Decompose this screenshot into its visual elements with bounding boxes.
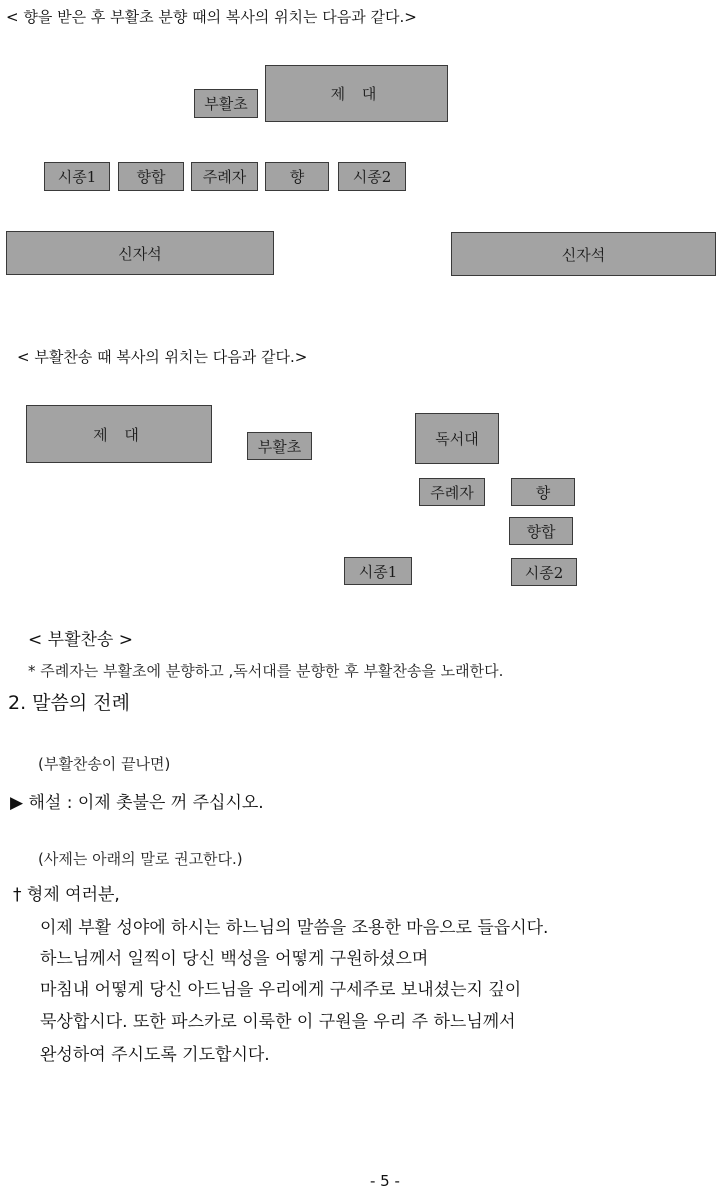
lectern-box: 독서대	[415, 413, 499, 464]
celebrant-box: 주례자	[419, 478, 485, 506]
exhortation-line: 묵상합시다. 또한 파스카로 이룩한 이 구원을 우리 주 하느님께서	[40, 1012, 516, 1032]
incense-boat-box: 향합	[118, 162, 184, 191]
congregation-seat-left-box: 신자석	[6, 231, 274, 275]
server2-box: 시종2	[511, 558, 577, 586]
section2-caption: < 부활찬송 때 복사의 위치는 다음과 같다.>	[17, 348, 308, 366]
section-heading: 2. 말씀의 전례	[8, 692, 130, 714]
paschal-candle-box: 부활초	[247, 432, 312, 460]
incense-box: 향	[511, 478, 575, 506]
server2-box: 시종2	[338, 162, 406, 191]
incense-boat-box: 향합	[509, 517, 573, 545]
altar-box: 제 대	[265, 65, 448, 122]
server1-box: 시종1	[344, 557, 412, 585]
exhortation-line: 완성하여 주시도록 기도합시다.	[40, 1045, 270, 1065]
exsultet-title: < 부활찬송 >	[28, 630, 133, 650]
altar-box: 제 대	[26, 405, 212, 463]
commentator-line: ▶ 해설 : 이제 촛불은 꺼 주십시오.	[10, 793, 264, 813]
rubric-text: (사제는 아래의 말로 권고한다.)	[38, 850, 243, 868]
page-number: - 5 -	[370, 1172, 400, 1190]
section1-caption: < 향을 받은 후 부활초 분향 때의 복사의 위치는 다음과 같다.>	[6, 8, 417, 26]
incense-box: 향	[265, 162, 329, 191]
exhortation-line: 이제 부활 성야에 하시는 하느님의 말씀을 조용한 마음으로 들읍시다.	[40, 918, 549, 938]
rubric-text: (부활찬송이 끝나면)	[38, 755, 171, 773]
congregation-seat-right-box: 신자석	[451, 232, 716, 276]
celebrant-box: 주례자	[191, 162, 258, 191]
server1-box: 시종1	[44, 162, 110, 191]
exhortation-line: 마침내 어떻게 당신 아드님을 우리에게 구세주로 보내셨는지 깊이	[40, 980, 522, 1000]
paschal-candle-box: 부활초	[194, 89, 258, 118]
exsultet-note: * 주례자는 부활초에 분향하고 ,독서대를 분향한 후 부활찬송을 노래한다.	[28, 662, 504, 680]
exhortation-line: 하느님께서 일찍이 당신 백성을 어떻게 구원하셨으며	[40, 949, 429, 969]
priest-address: † 형제 여러분,	[13, 885, 120, 905]
